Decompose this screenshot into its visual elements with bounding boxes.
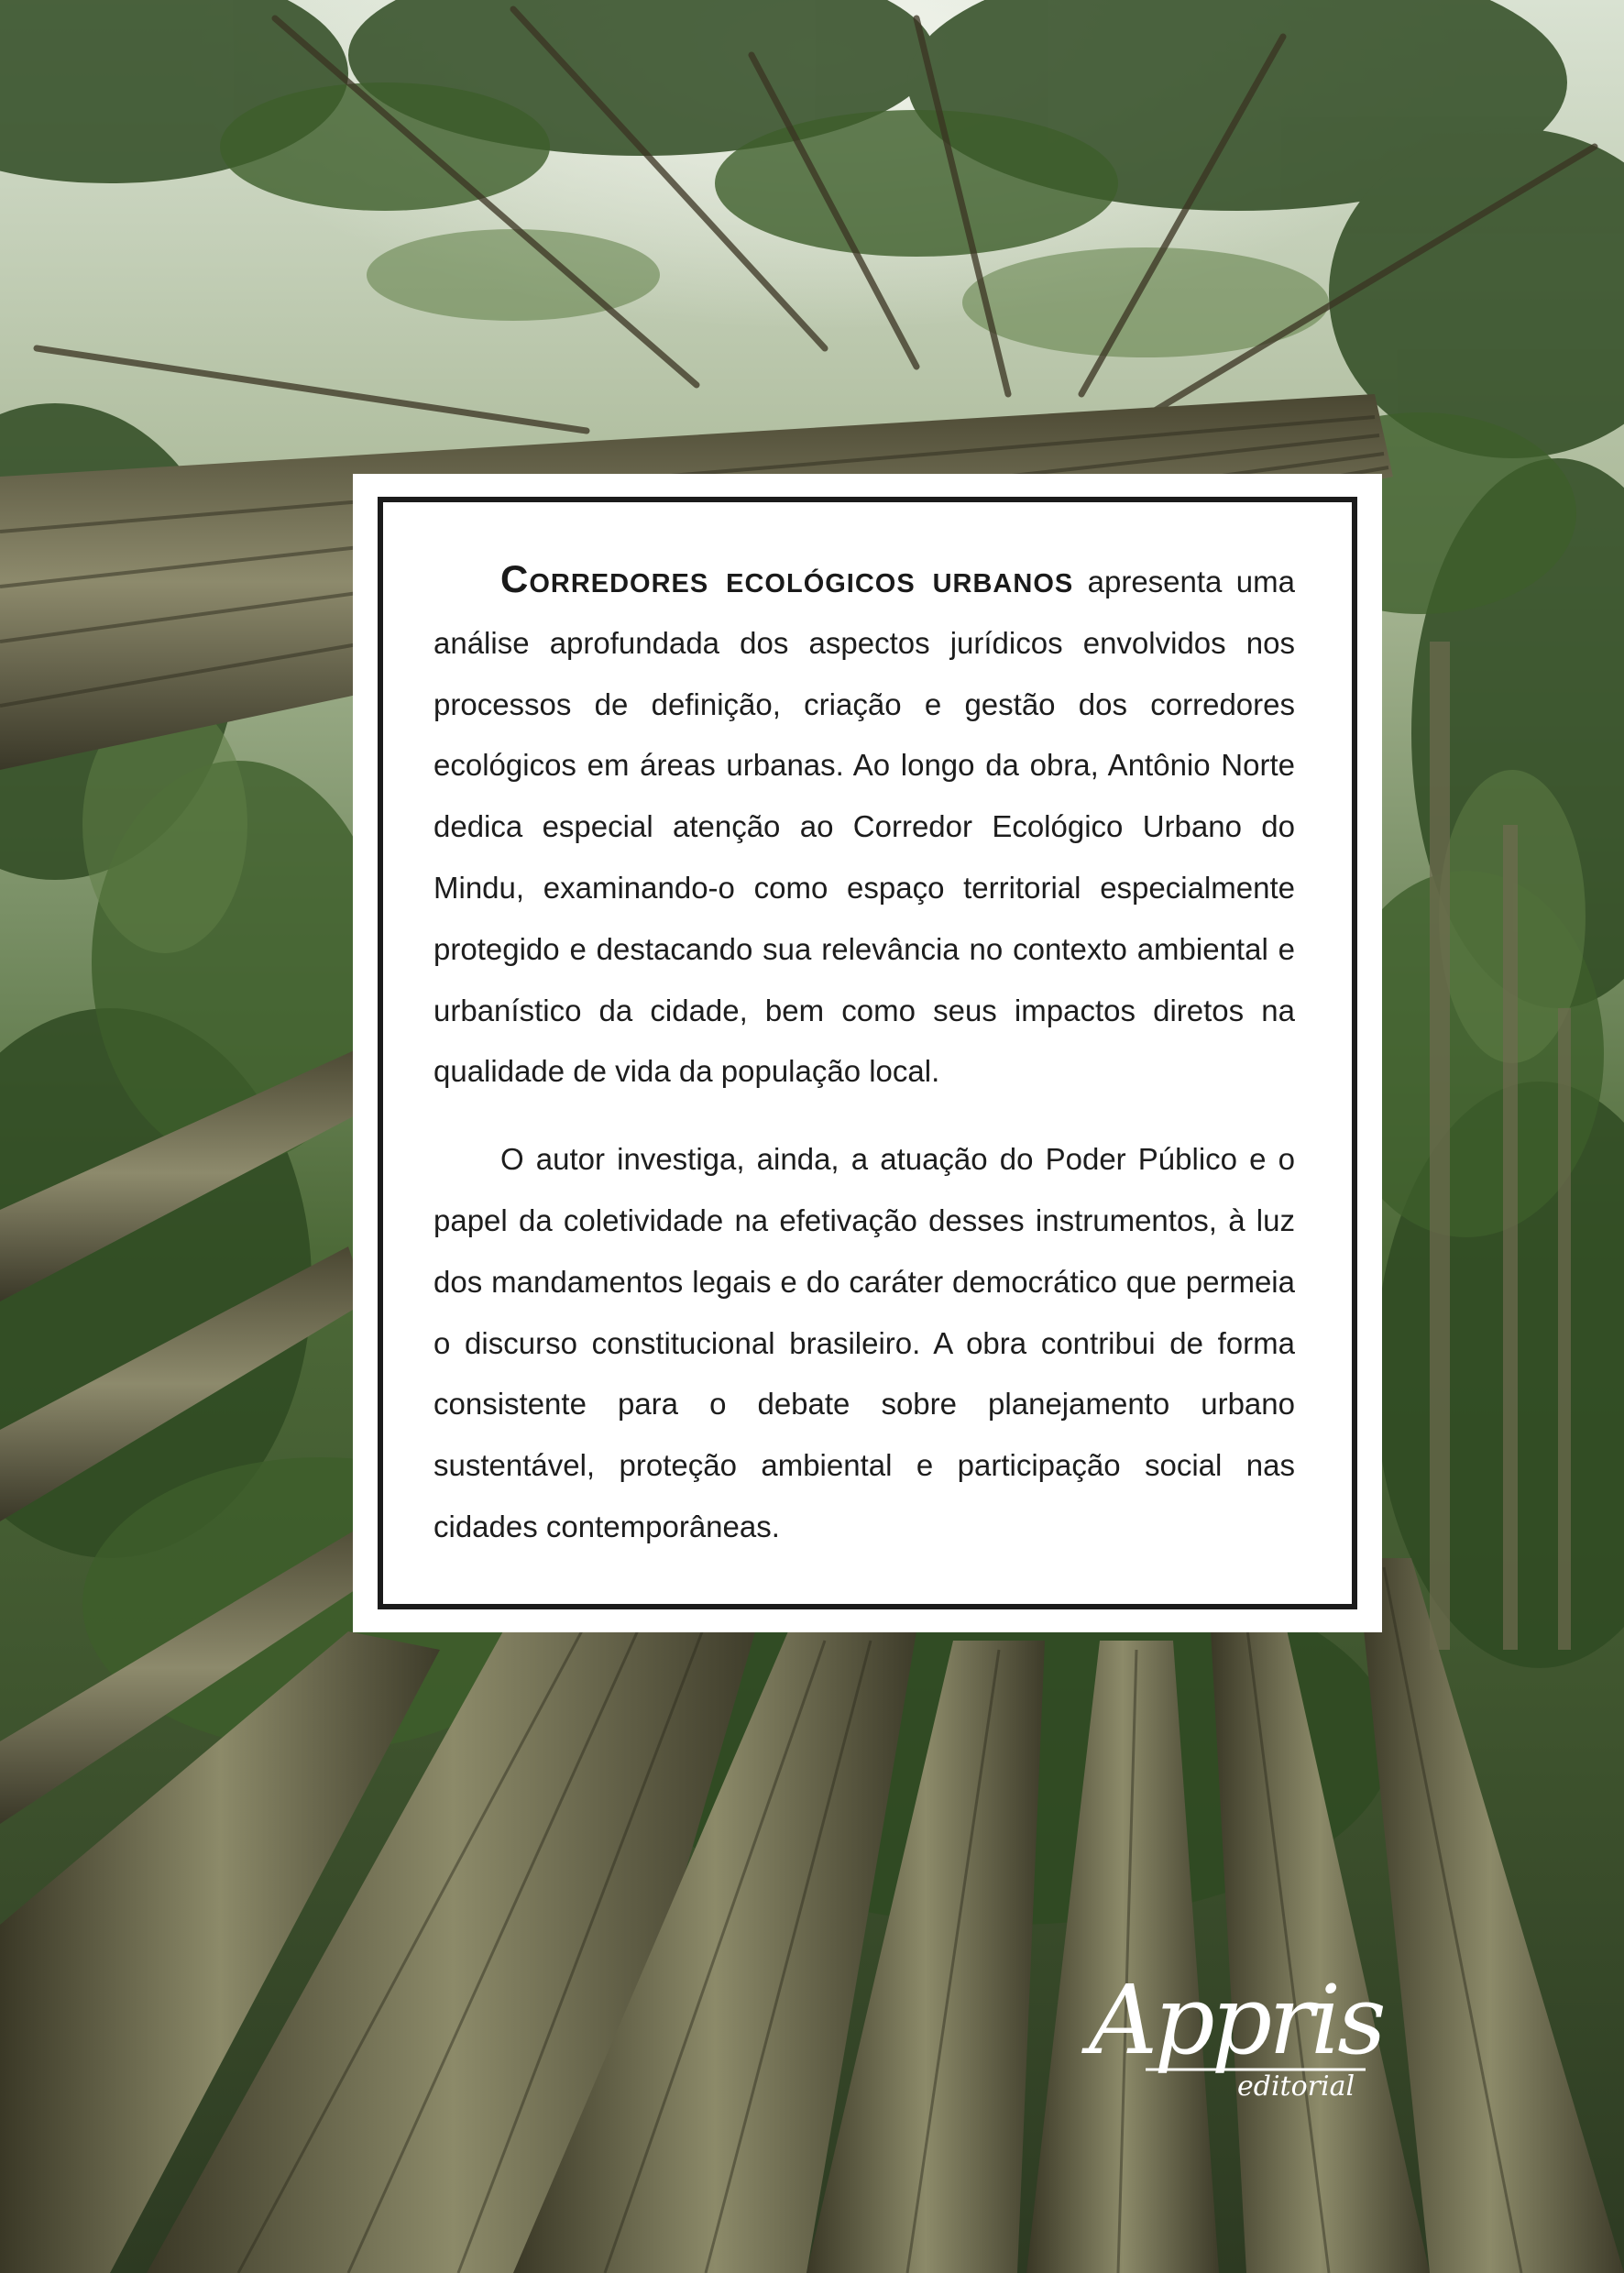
synopsis-panel xyxy=(353,474,1382,1632)
synopsis-paragraph-2: O autor investiga, ainda, a atuação do Poder Público e o papel da coletividade na efetivação desses instrumentos, à luz dos mandamentos legais e do caráter democrático que permeia o discurso constitucional brasileiro. A obra contribui de forma consistente para o debate sobre planejamento urbano sustentável, proteção ambiental e participação social nas cidades contemporâneas. xyxy=(433,1142,1295,1543)
synopsis-paragraph-1-body: apresenta uma análise aprofundada dos aspectos jurídicos envolvidos nos processos de definição, criação e gestão dos corredores ecológicos em áreas urbanas. Ao longo da obra, Antônio Norte dedica especial atenção ao Corredor Ecológico Urbano do Mindu, examinando-o como espaço territorial especialmente protegido e destacando sua relevância no contexto ambiental e urbanístico da cidade, bem como seus impactos diretos na qualidade de vida da população local. xyxy=(433,565,1295,1089)
synopsis-text xyxy=(433,549,1295,1558)
svg-text:Appris: Appris xyxy=(1089,1964,1383,2076)
synopsis-paragraph-1 xyxy=(433,549,1295,1103)
book-title: Corredores ecológicos urbanos xyxy=(500,557,1074,600)
svg-text:editorial: editorial xyxy=(1237,2070,1355,2103)
appris-editorial-logo xyxy=(1081,1943,1393,2108)
